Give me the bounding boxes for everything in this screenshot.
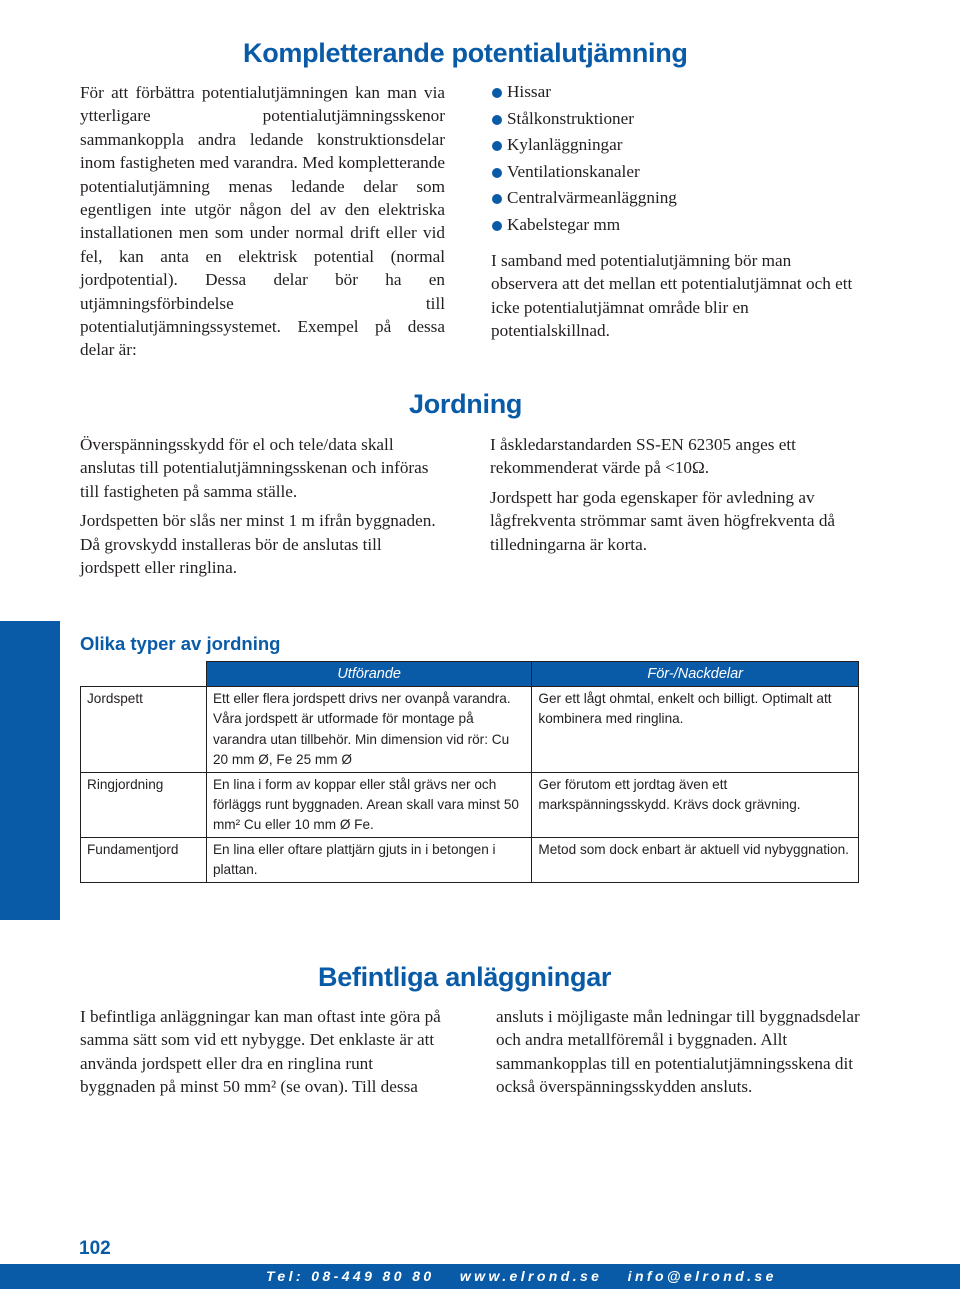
table-header-pros-cons: För-/Nackdelar [532,662,859,687]
list-item: Kylanläggningar [491,132,861,159]
section1-right-text: I samband med potentialutjämning bör man observera att det mellan ett potentialutjämnat och ett icke potentialutjämnat område blir en potentialskillnad. [491,251,853,341]
table-row [81,772,859,837]
list-item: Centralvärmeanläggning [491,185,861,212]
table-header-blank [81,662,207,687]
table-cell-method: En lina i form av koppar eller stål grävs ner och förläggs runt byggnaden. Arean skall vara minst 50 mm² Cu eller 10 mm Ø Fe. [206,772,531,837]
footer-email-link[interactable]: info@elrond.se [627,1268,777,1284]
table-cell-method: En lina eller oftare plattjärn gjuts in i betongen i plattan. [206,837,531,882]
section3-body [80,1005,866,1125]
page-number: 102 [79,1238,111,1259]
bullet-icon [492,141,502,151]
bullet-icon [492,115,502,125]
list-item: Hissar [491,79,861,106]
grounding-types-table [80,661,859,883]
table-cell-pros-cons: Metod som dock enbart är aktuell vid nybyggnation. [532,837,859,882]
footer-website-link[interactable]: www.elrond.se [459,1268,603,1284]
bullet-icon [492,88,502,98]
bullet-icon [492,168,502,178]
list-item: Ventilationskanaler [491,159,861,186]
table-cell-type: Ringjordning [81,772,207,837]
table-cell-type: Jordspett [81,687,207,773]
section1-body-text: För att förbättra potentialutjämningen kan man via ytterligare potentialutjämningsskenor sammankoppla andra ledande konstruktionsdelar inom fastigheten med varandra. Med kompletterande potentialutjämning menas ledande delar som egentligen inte utgör någon del av den elektriska installationen men som under normal drift eller vid fel, kan anta en elektrisk potential (normal jordpotential). Dessa delar bör ha en utjämningsförbindelse till potentialutjämningssystemet. Exempel på dessa delar är: [80,83,445,360]
section2-left-paragraph-1: Överspänningsskydd för el och tele/data skall anslutas till potentialutjämningsskenan och införas till fastigheten på samma ställe. [80,435,429,501]
section1-left-column [80,81,445,368]
section1-right-column [491,79,861,349]
section3-body-text: I befintliga anläggningar kan man oftast inte göra på samma sätt som vid ett nybygge. Det enklaste är att använda jordspett eller dra en ringlina runt byggnaden på minst 50 mm² (se ovan). Till dessa ansluts i möjligaste mån ledningar till byggnadsdelar och andra metallföremål i byggnaden. Allt sammankopplas till en potentialutjämningsskena dit också överspänningsskydden ansluts. [80,1007,860,1097]
section2-right-paragraph-1: I åskledarstandarden SS-EN 62305 anges ett rekommenderat värde på <10Ω. [490,435,796,478]
table-row [81,687,859,773]
section-heading-befintliga: Befintliga anläggningar [318,962,612,992]
footer-phone: Tel: 08-449 80 80 [266,1268,435,1284]
table-cell-type: Fundamentjord [81,837,207,882]
table-row [81,837,859,882]
section2-right-paragraph-2: Jordspett har goda egenskaper för avledning av lågfrekventa strömmar samt även högfrekventa då tilledningarna är korta. [490,487,836,554]
table-title: Olika typer av jordning [80,633,281,654]
list-item: Stålkonstruktioner [491,106,861,133]
table-header-row [81,662,859,687]
section2-left-paragraph-2: Jordspetten bör slås ner minst 1 m ifrån byggnaden. Då grovskydd installeras bör de anslutas till jordspett eller ringlina. [80,511,436,578]
section-heading-kompletterande: Kompletterande potentialutjämning [243,38,688,68]
table-cell-pros-cons: Ger ett lågt ohmtal, enkelt och billigt. Optimalt att kombinera med ringlina. [532,687,859,773]
table-header-method: Utförande [206,662,531,687]
section2-right-column [490,433,865,562]
section-heading-jordning: Jordning [409,389,523,419]
bullet-icon [492,221,502,231]
bullet-icon [492,194,502,204]
section2-left-column [80,433,440,585]
table-cell-pros-cons: Ger förutom ett jordtag även ett markspänningsskydd. Krävs dock grävning. [532,772,859,837]
conductive-parts-list [491,79,861,238]
footer-contact [266,1268,795,1284]
table-cell-method: Ett eller flera jordspett drivs ner ovanpå varandra. Våra jordspett är utformade för montage på varandra utan tillbehör. Min dimension vid rör: Cu 20 mm Ø, Fe 25 mm Ø [206,687,531,773]
side-accent-bar [0,621,60,920]
list-item: Kabelstegar mm [491,212,861,239]
